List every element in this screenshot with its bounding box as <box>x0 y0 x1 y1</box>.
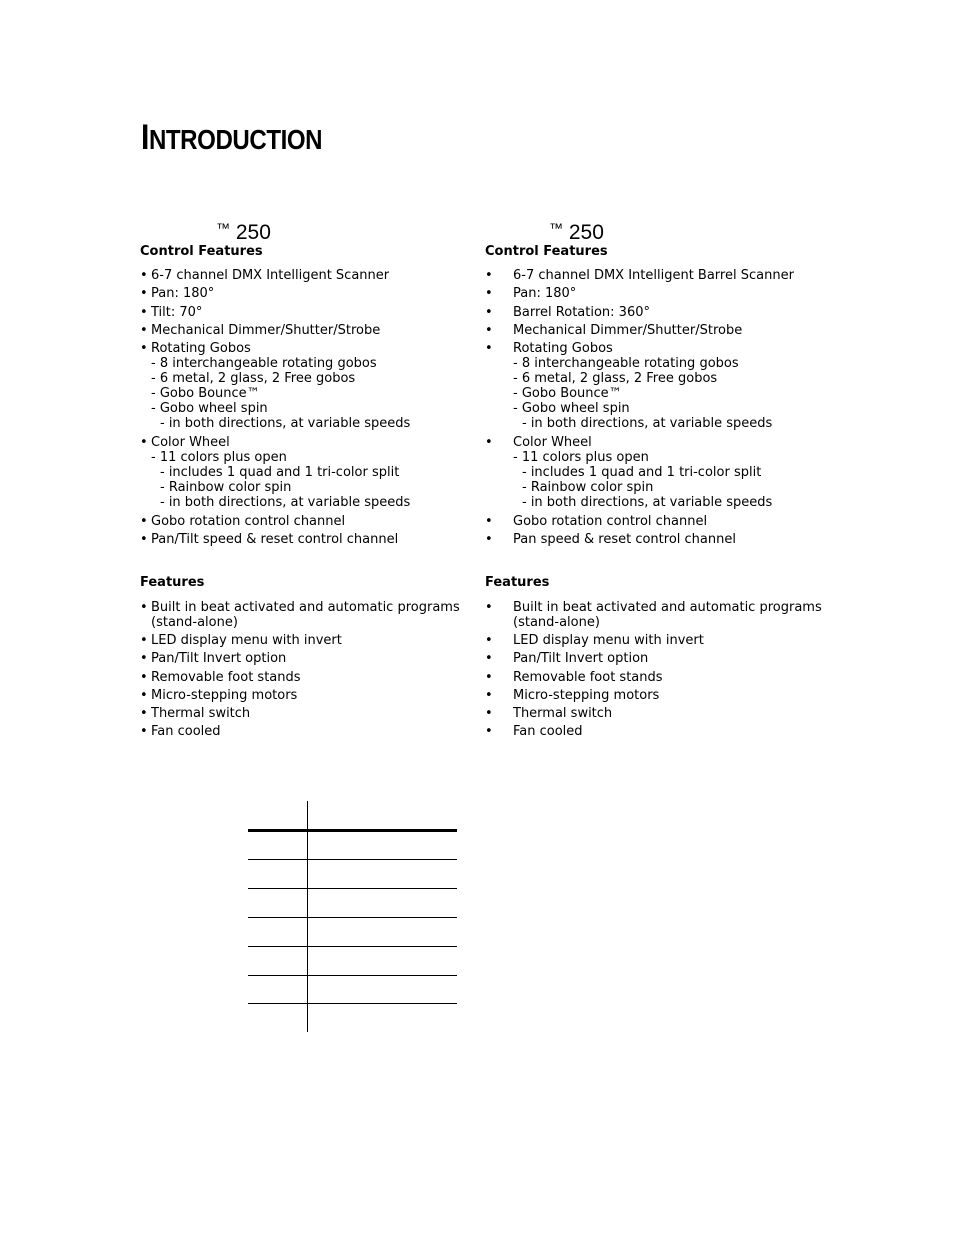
right-features-heading: Features <box>485 575 550 590</box>
list-item-text <box>151 706 250 721</box>
list-item-text <box>151 670 301 685</box>
bullet-icon: • <box>485 286 493 301</box>
left-control-features-heading: Control Features <box>140 244 263 259</box>
bullet-icon: • <box>485 268 493 283</box>
table-row-rule <box>248 975 457 976</box>
list-item-line: Pan: 180° <box>151 286 215 301</box>
list-item-text <box>513 514 707 529</box>
list-item-subline: - in both directions, at variable speeds <box>160 416 411 431</box>
list-item-text <box>151 600 460 630</box>
list-item-subline: - Rainbow color spin <box>160 480 292 495</box>
list-item-subline: - in both directions, at variable speeds <box>522 495 773 510</box>
list-item-line: Color Wheel <box>151 435 230 450</box>
list-item-subline: - includes 1 quad and 1 tri-color split <box>522 465 762 480</box>
list-item-line: Micro-stepping motors <box>513 688 660 703</box>
list-item-text <box>513 651 648 666</box>
bullet-icon: • <box>485 706 493 721</box>
bullet-icon: • <box>140 286 148 301</box>
bullet-icon: • <box>485 305 493 320</box>
table-header-rule <box>248 829 457 832</box>
list-item-subline: - 8 interchangeable rotating gobos <box>513 356 739 371</box>
list-item-line: Mechanical Dimmer/Shutter/Strobe <box>151 323 381 338</box>
list-item-subline: - Gobo wheel spin <box>151 401 268 416</box>
list-item-line: Micro-stepping motors <box>151 688 298 703</box>
list-item-text <box>513 323 742 338</box>
bullet-icon: • <box>485 341 493 356</box>
bullet-icon: • <box>140 341 148 356</box>
list-item-line: Removable foot stands <box>513 670 663 685</box>
bullet-icon: • <box>485 670 493 685</box>
list-item-text <box>151 435 410 510</box>
list-item-subline: - Rainbow color spin <box>522 480 654 495</box>
bullet-icon: • <box>140 305 148 320</box>
bullet-icon: • <box>485 435 493 450</box>
right-model-trademark: ™ <box>549 220 563 236</box>
list-item-text <box>151 305 202 320</box>
right-model-label <box>549 216 604 245</box>
bullet-icon: • <box>140 633 148 648</box>
bullet-icon: • <box>485 514 493 529</box>
list-item-line: Pan/Tilt Invert option <box>513 651 649 666</box>
bullet-icon: • <box>485 724 493 739</box>
list-item-text <box>513 532 736 547</box>
list-item-text <box>151 688 297 703</box>
list-item-line: Rotating Gobos <box>513 341 613 356</box>
bullet-icon: • <box>140 706 148 721</box>
right-control-features-heading: Control Features <box>485 244 608 259</box>
table-row-rule <box>248 1003 457 1004</box>
list-item-subline: - Gobo Bounce™ <box>151 386 260 401</box>
left-model-label <box>216 216 271 245</box>
left-model-trademark: ™ <box>216 220 230 236</box>
table-row-rule <box>248 888 457 889</box>
page-title <box>141 118 322 160</box>
list-item-text <box>151 268 389 283</box>
list-item-subline: - Gobo wheel spin <box>513 401 630 416</box>
list-item-line: 6-7 channel DMX Intelligent Scanner <box>151 268 390 283</box>
list-item-text <box>513 305 650 320</box>
list-item-line: Fan cooled <box>513 724 583 739</box>
bullet-icon: • <box>140 724 148 739</box>
bullet-icon: • <box>140 268 148 283</box>
list-item-line: Gobo rotation control channel <box>513 514 708 529</box>
bullet-icon: • <box>485 651 493 666</box>
list-item-line: Pan: 180° <box>513 286 577 301</box>
list-item-line: LED display menu with invert <box>151 633 342 648</box>
list-item-text <box>513 600 822 630</box>
list-item-line: Fan cooled <box>151 724 221 739</box>
list-item-subline: - 6 metal, 2 glass, 2 Free gobos <box>513 371 718 386</box>
list-item-text <box>513 286 576 301</box>
list-item-text <box>513 670 663 685</box>
list-item-line: Thermal switch <box>513 706 613 721</box>
list-item-subline: - 11 colors plus open <box>151 450 287 465</box>
list-item-text <box>513 341 772 431</box>
list-item-line: 6-7 channel DMX Intelligent Barrel Scanner <box>513 268 794 283</box>
list-item-line: Built in beat activated and automatic programs <box>151 600 460 615</box>
list-item-subline: (stand-alone) <box>151 615 238 630</box>
list-item-line: Tilt: 70° <box>151 305 203 320</box>
table-row-rule <box>248 946 457 947</box>
list-item-text <box>513 706 612 721</box>
right-model-number: 250 <box>568 221 604 244</box>
bullet-icon: • <box>485 688 493 703</box>
left-features-heading: Features <box>140 575 205 590</box>
list-item-text <box>151 724 221 739</box>
list-item-text <box>151 323 380 338</box>
page-title-initial: I <box>141 118 149 157</box>
list-item-text <box>513 268 794 283</box>
list-item-subline: - 6 metal, 2 glass, 2 Free gobos <box>151 371 356 386</box>
list-item-text <box>513 633 704 648</box>
list-item-text <box>151 341 410 431</box>
list-item-text <box>151 532 398 547</box>
list-item-line: LED display menu with invert <box>513 633 704 648</box>
bullet-icon: • <box>140 435 148 450</box>
bullet-icon: • <box>140 532 148 547</box>
list-item-text <box>151 286 214 301</box>
list-item-text <box>151 633 342 648</box>
bullet-icon: • <box>140 688 148 703</box>
bullet-icon: • <box>140 323 148 338</box>
list-item-line: Pan/Tilt Invert option <box>151 651 287 666</box>
bullet-icon: • <box>485 633 493 648</box>
list-item-line: Rotating Gobos <box>151 341 251 356</box>
list-item-subline: - 8 interchangeable rotating gobos <box>151 356 377 371</box>
list-item-subline: - in both directions, at variable speeds <box>522 416 773 431</box>
list-item-line: Gobo rotation control channel <box>151 514 346 529</box>
left-model-number: 250 <box>235 221 271 244</box>
list-item-line: Built in beat activated and automatic programs <box>513 600 822 615</box>
list-item-line: Thermal switch <box>151 706 251 721</box>
bullet-icon: • <box>485 532 493 547</box>
bullet-icon: • <box>485 323 493 338</box>
list-item-text <box>513 688 659 703</box>
list-item-line: Pan speed & reset control channel <box>513 532 736 547</box>
list-item-subline: - includes 1 quad and 1 tri-color split <box>160 465 400 480</box>
list-item-text <box>151 514 345 529</box>
table-row-rule <box>248 859 457 860</box>
list-item-line: Barrel Rotation: 360° <box>513 305 650 320</box>
list-item-subline: (stand-alone) <box>513 615 600 630</box>
list-item-subline: - Gobo Bounce™ <box>513 386 622 401</box>
bullet-icon: • <box>485 600 493 615</box>
list-item-subline: - 11 colors plus open <box>513 450 649 465</box>
table-row-rule <box>248 917 457 918</box>
bullet-icon: • <box>140 600 148 615</box>
list-item-subline: - in both directions, at variable speeds <box>160 495 411 510</box>
list-item-text <box>151 651 286 666</box>
empty-table <box>248 801 457 1032</box>
list-item-line: Removable foot stands <box>151 670 301 685</box>
list-item-line: Pan/Tilt speed & reset control channel <box>151 532 399 547</box>
page-title-rest: NTRODUCTION <box>148 124 323 155</box>
bullet-icon: • <box>140 670 148 685</box>
list-item-text <box>513 724 583 739</box>
bullet-icon: • <box>140 514 148 529</box>
bullet-icon: • <box>140 651 148 666</box>
list-item-line: Mechanical Dimmer/Shutter/Strobe <box>513 323 743 338</box>
list-item-text <box>513 435 772 510</box>
list-item-line: Color Wheel <box>513 435 592 450</box>
